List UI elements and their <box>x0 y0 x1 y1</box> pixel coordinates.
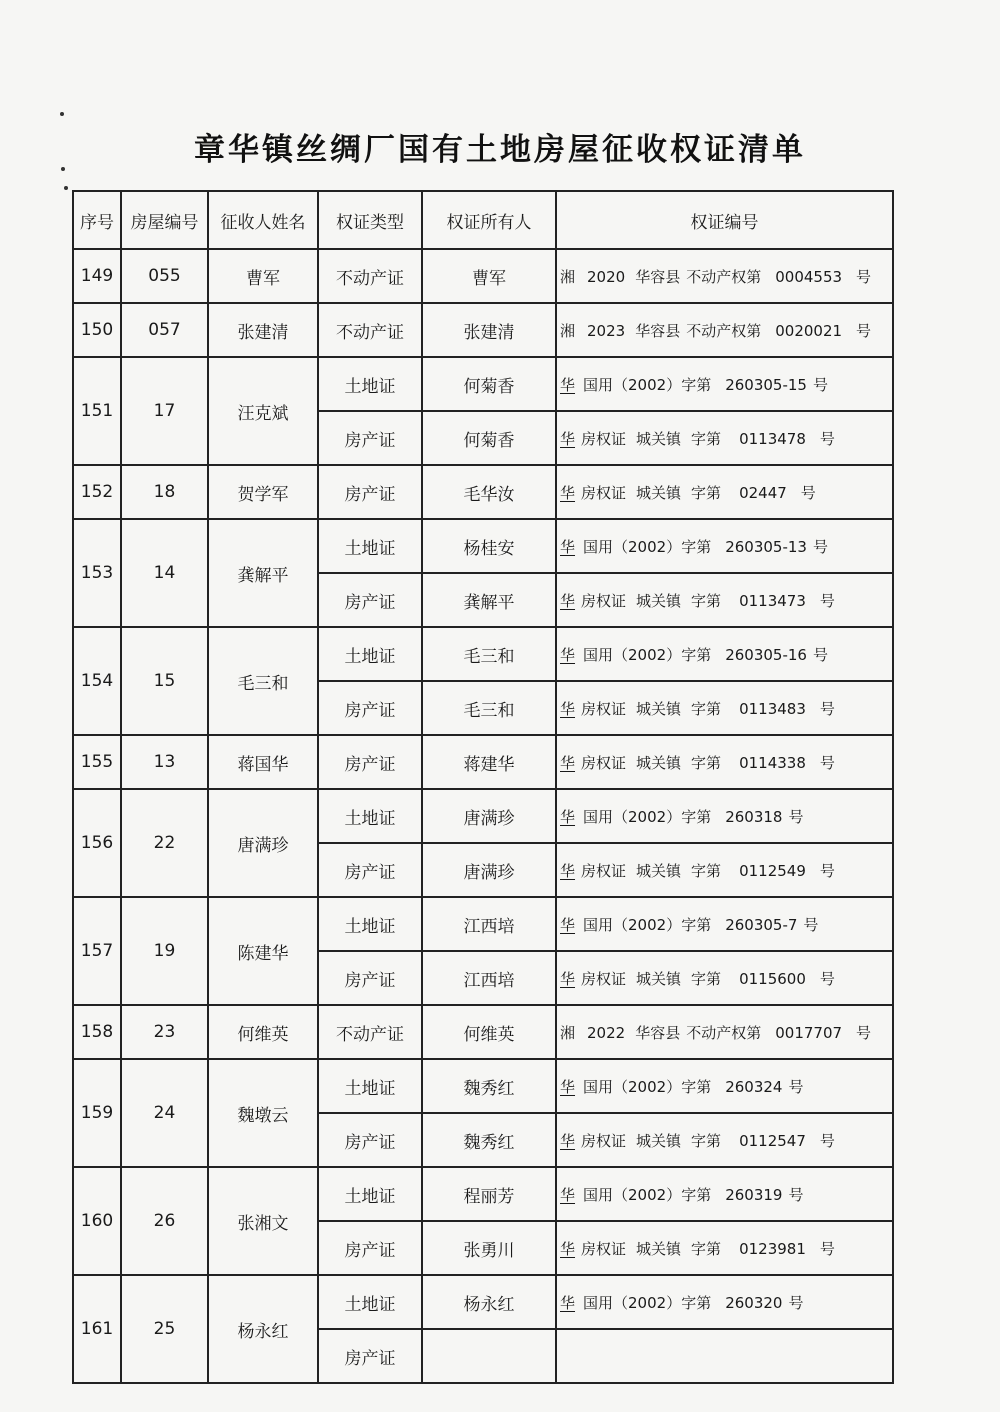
cell-cert-type: 房产证 <box>318 735 422 789</box>
cell-name: 蒋国华 <box>208 735 318 789</box>
cell-cert-no <box>556 951 893 1005</box>
cert-no-part: 0004553 <box>775 267 843 286</box>
cert-no-part: 号 <box>819 699 835 718</box>
cert-no-part: 字第 <box>691 699 722 718</box>
cell-house-no: 17 <box>121 357 208 465</box>
cell-house-no: 15 <box>121 627 208 735</box>
cert-no-part: 不动产权第 <box>686 1023 762 1042</box>
cert-no-part: 字第 <box>691 861 722 880</box>
cert-no-part: 0017707 <box>775 1023 843 1042</box>
cell-cert-type: 房产证 <box>318 951 422 1005</box>
cert-no-part: 城关镇 <box>636 1131 682 1150</box>
cell-cert-owner: 唐满珍 <box>422 789 556 843</box>
cert-no-part: 号 <box>819 969 835 988</box>
cert-no-part: 不动产权第 <box>686 321 762 340</box>
header-cert-no: 权证编号 <box>556 191 893 249</box>
cell-seq: 157 <box>73 897 121 1005</box>
cell-cert-no <box>556 897 893 951</box>
cert-no-part: 字第 <box>691 969 722 988</box>
cell-cert-no <box>556 1329 893 1383</box>
cell-cert-no <box>556 1113 893 1167</box>
cert-no-part: 华 <box>560 807 576 826</box>
cell-cert-type: 不动产证 <box>318 303 422 357</box>
cell-cert-type: 房产证 <box>318 573 422 627</box>
table-row <box>73 627 893 681</box>
cert-no-part: 房权证 <box>581 753 627 772</box>
cell-cert-owner: 江西培 <box>422 897 556 951</box>
cert-no-part: 号 <box>812 375 828 394</box>
table-body <box>73 249 893 1383</box>
cell-cert-no <box>556 465 893 519</box>
table-row <box>73 1005 893 1059</box>
cert-no-part: 湘 <box>560 321 576 340</box>
cert-no-part: 0114338 <box>739 753 806 772</box>
table-row <box>73 1059 893 1113</box>
cell-house-no: 26 <box>121 1167 208 1275</box>
page-title: 章华镇丝绸厂国有土地房屋征收权证清单 <box>194 132 806 168</box>
cell-name: 龚解平 <box>208 519 318 627</box>
cell-house-no: 057 <box>121 303 208 357</box>
table-row <box>73 519 893 573</box>
cert-no-part: 2023 <box>587 321 626 340</box>
cert-no-part: 华 <box>560 969 576 988</box>
cert-no-part: 华 <box>560 1077 576 1096</box>
cert-no-part: 号 <box>856 267 872 286</box>
cell-seq: 161 <box>73 1275 121 1383</box>
cert-no-part: 号 <box>819 429 835 448</box>
cert-no-part: 260320 <box>725 1293 783 1312</box>
cert-no-part: 0112547 <box>739 1131 806 1150</box>
cell-cert-type: 土地证 <box>318 1059 422 1113</box>
cell-cert-type: 不动产证 <box>318 1005 422 1059</box>
cell-name: 陈建华 <box>208 897 318 1005</box>
cell-house-no: 19 <box>121 897 208 1005</box>
table-row <box>73 897 893 951</box>
cert-no-part: 华 <box>560 429 576 448</box>
cell-cert-no <box>556 843 893 897</box>
cert-no-part: 号 <box>819 1239 835 1258</box>
cert-no-part: 字第 <box>691 429 722 448</box>
cell-seq: 153 <box>73 519 121 627</box>
cert-no-part: 国用（2002）字第 <box>583 1185 712 1204</box>
cert-no-part: 02447 <box>739 483 787 502</box>
cell-house-no: 23 <box>121 1005 208 1059</box>
cell-house-no: 22 <box>121 789 208 897</box>
cell-seq: 156 <box>73 789 121 897</box>
cell-seq: 150 <box>73 303 121 357</box>
cert-no-part: 0115600 <box>739 969 806 988</box>
header-seq: 序号 <box>73 191 121 249</box>
cert-no-part: 号 <box>819 753 835 772</box>
cell-cert-owner: 江西培 <box>422 951 556 1005</box>
cert-no-part: 房权证 <box>581 483 627 502</box>
cert-no-part: 华 <box>560 699 576 718</box>
cert-no-part: 华容县 <box>635 267 681 286</box>
header-cert-type: 权证类型 <box>318 191 422 249</box>
cell-cert-owner: 蒋建华 <box>422 735 556 789</box>
cert-no-part: 华 <box>560 645 576 664</box>
cert-no-part: 260319 <box>725 1185 783 1204</box>
cell-seq: 149 <box>73 249 121 303</box>
cell-cert-type: 房产证 <box>318 681 422 735</box>
cert-no-part: 字第 <box>691 591 722 610</box>
cell-house-no: 14 <box>121 519 208 627</box>
cell-seq: 155 <box>73 735 121 789</box>
cell-name: 毛三和 <box>208 627 318 735</box>
cert-no-part: 华 <box>560 483 576 502</box>
cert-no-part: 华 <box>560 753 576 772</box>
cell-name: 贺学军 <box>208 465 318 519</box>
cert-no-part: 0020021 <box>775 321 843 340</box>
cert-no-part: 字第 <box>691 1131 722 1150</box>
cell-cert-no <box>556 303 893 357</box>
cert-no-part: 国用（2002）字第 <box>583 645 712 664</box>
cert-no-part: 华 <box>560 591 576 610</box>
cert-no-part: 城关镇 <box>636 699 682 718</box>
cell-cert-no <box>556 735 893 789</box>
table-row <box>73 303 893 357</box>
cert-no-part: 房权证 <box>581 699 627 718</box>
cert-no-part: 号 <box>819 861 835 880</box>
table-row <box>73 735 893 789</box>
cell-cert-no <box>556 1275 893 1329</box>
cell-cert-owner: 魏秀红 <box>422 1059 556 1113</box>
cert-no-part: 字第 <box>691 753 722 772</box>
table-row <box>73 357 893 411</box>
cert-no-part: 0113473 <box>739 591 806 610</box>
cell-cert-no <box>556 1167 893 1221</box>
cell-cert-owner: 张建清 <box>422 303 556 357</box>
cert-no-part: 国用（2002）字第 <box>583 537 712 556</box>
cell-cert-owner: 魏秀红 <box>422 1113 556 1167</box>
header-row <box>73 191 893 249</box>
cert-no-part: 湘 <box>560 267 576 286</box>
cert-no-part: 华 <box>560 1131 576 1150</box>
cell-name: 张湘文 <box>208 1167 318 1275</box>
cell-cert-owner: 毛三和 <box>422 681 556 735</box>
cert-no-part: 湘 <box>560 1023 576 1042</box>
cert-no-part: 城关镇 <box>636 483 682 502</box>
cell-cert-no <box>556 573 893 627</box>
cert-no-part: 华容县 <box>635 1023 681 1042</box>
cell-cert-no <box>556 411 893 465</box>
cell-cert-owner: 杨永红 <box>422 1275 556 1329</box>
cert-no-part: 号 <box>856 1023 872 1042</box>
cert-no-part: 华 <box>560 375 576 394</box>
cell-cert-owner: 毛华汝 <box>422 465 556 519</box>
cert-no-part: 260305-7 <box>725 915 798 934</box>
cell-cert-no <box>556 1059 893 1113</box>
cell-cert-type: 房产证 <box>318 1329 422 1383</box>
cell-name: 唐满珍 <box>208 789 318 897</box>
cell-cert-owner <box>422 1329 556 1383</box>
cert-no-part: 0112549 <box>739 861 806 880</box>
cert-no-part: 260318 <box>725 807 783 826</box>
cell-cert-type: 土地证 <box>318 1275 422 1329</box>
cell-cert-owner: 何菊香 <box>422 357 556 411</box>
cell-seq: 158 <box>73 1005 121 1059</box>
cert-no-part: 房权证 <box>581 1239 627 1258</box>
cell-cert-type: 房产证 <box>318 1113 422 1167</box>
cert-no-part: 0123981 <box>739 1239 806 1258</box>
cert-no-part: 号 <box>812 645 828 664</box>
cell-cert-owner: 程丽芳 <box>422 1167 556 1221</box>
cert-no-part: 不动产权第 <box>686 267 762 286</box>
table-row <box>73 1275 893 1329</box>
cert-no-part: 260324 <box>725 1077 783 1096</box>
cell-cert-owner: 何菊香 <box>422 411 556 465</box>
cell-cert-no <box>556 789 893 843</box>
cert-no-part: 号 <box>788 807 804 826</box>
table-row <box>73 249 893 303</box>
cell-cert-no <box>556 1221 893 1275</box>
cell-cert-type: 土地证 <box>318 897 422 951</box>
cert-no-part: 房权证 <box>581 429 627 448</box>
cell-house-no: 13 <box>121 735 208 789</box>
table-row <box>73 789 893 843</box>
table-row <box>73 1167 893 1221</box>
cell-seq: 152 <box>73 465 121 519</box>
cert-no-part: 房权证 <box>581 1131 627 1150</box>
cert-no-part: 号 <box>788 1077 804 1096</box>
cert-no-part: 国用（2002）字第 <box>583 1293 712 1312</box>
cell-cert-no <box>556 681 893 735</box>
cert-no-part: 2020 <box>587 267 626 286</box>
cert-no-part: 国用（2002）字第 <box>583 915 712 934</box>
cert-no-part: 260305-15 <box>725 375 807 394</box>
cert-no-part: 华容县 <box>635 321 681 340</box>
cert-no-part: 字第 <box>691 1239 722 1258</box>
cell-cert-owner: 杨桂安 <box>422 519 556 573</box>
cell-cert-owner: 唐满珍 <box>422 843 556 897</box>
cert-no-part: 号 <box>812 537 828 556</box>
cert-no-part: 号 <box>856 321 872 340</box>
cell-name: 杨永红 <box>208 1275 318 1383</box>
cell-seq: 151 <box>73 357 121 465</box>
cert-no-part: 华 <box>560 537 576 556</box>
cell-seq: 160 <box>73 1167 121 1275</box>
cert-no-part: 号 <box>803 915 819 934</box>
certificate-table <box>72 190 894 1384</box>
cell-name: 何维英 <box>208 1005 318 1059</box>
cert-no-part: 房权证 <box>581 591 627 610</box>
cert-no-part: 号 <box>788 1293 804 1312</box>
cell-cert-type: 房产证 <box>318 1221 422 1275</box>
header-house-no: 房屋编号 <box>121 191 208 249</box>
cell-house-no: 25 <box>121 1275 208 1383</box>
cert-no-part: 华 <box>560 861 576 880</box>
certificate-table-wrapper <box>72 190 892 1369</box>
cert-no-part: 城关镇 <box>636 591 682 610</box>
cert-no-part: 华 <box>560 1239 576 1258</box>
scan-speck <box>64 186 68 190</box>
cert-no-part: 城关镇 <box>636 753 682 772</box>
cell-cert-type: 土地证 <box>318 1167 422 1221</box>
cert-no-part: 0113483 <box>739 699 806 718</box>
table-row <box>73 465 893 519</box>
cert-no-part: 0113478 <box>739 429 806 448</box>
cell-name: 曹军 <box>208 249 318 303</box>
scan-speck <box>61 167 65 171</box>
cell-cert-type: 不动产证 <box>318 249 422 303</box>
cell-seq: 154 <box>73 627 121 735</box>
cert-no-part: 城关镇 <box>636 429 682 448</box>
cert-no-part: 号 <box>788 1185 804 1204</box>
cert-no-part: 国用（2002）字第 <box>583 375 712 394</box>
cell-cert-no <box>556 519 893 573</box>
cell-seq: 159 <box>73 1059 121 1167</box>
cert-no-part: 城关镇 <box>636 1239 682 1258</box>
cell-cert-no <box>556 1005 893 1059</box>
cert-no-part: 华 <box>560 1185 576 1204</box>
cert-no-part: 号 <box>819 591 835 610</box>
cert-no-part: 号 <box>800 483 816 502</box>
cell-cert-owner: 龚解平 <box>422 573 556 627</box>
cell-cert-owner: 何维英 <box>422 1005 556 1059</box>
cert-no-part: 国用（2002）字第 <box>583 1077 712 1096</box>
cell-cert-type: 房产证 <box>318 465 422 519</box>
cell-name: 魏墩云 <box>208 1059 318 1167</box>
cert-no-part: 国用（2002）字第 <box>583 807 712 826</box>
cell-name: 汪克斌 <box>208 357 318 465</box>
cell-cert-no <box>556 357 893 411</box>
cell-cert-type: 土地证 <box>318 789 422 843</box>
header-cert-owner: 权证所有人 <box>422 191 556 249</box>
cert-no-part: 字第 <box>691 483 722 502</box>
cell-cert-type: 房产证 <box>318 411 422 465</box>
cell-house-no: 18 <box>121 465 208 519</box>
cert-no-part: 华 <box>560 915 576 934</box>
cell-cert-owner: 毛三和 <box>422 627 556 681</box>
cert-no-part: 房权证 <box>581 969 627 988</box>
cert-no-part: 号 <box>819 1131 835 1150</box>
cert-no-part: 2022 <box>587 1023 626 1042</box>
cert-no-part: 华 <box>560 1293 576 1312</box>
cell-name: 张建清 <box>208 303 318 357</box>
cell-house-no: 055 <box>121 249 208 303</box>
cell-cert-type: 土地证 <box>318 519 422 573</box>
header-name: 征收人姓名 <box>208 191 318 249</box>
cert-no-part: 房权证 <box>581 861 627 880</box>
cell-cert-no <box>556 249 893 303</box>
cell-cert-type: 土地证 <box>318 357 422 411</box>
scan-speck <box>60 112 64 116</box>
cell-cert-owner: 张勇川 <box>422 1221 556 1275</box>
cell-house-no: 24 <box>121 1059 208 1167</box>
cell-cert-no <box>556 627 893 681</box>
cert-no-part: 城关镇 <box>636 969 682 988</box>
cert-no-part: 城关镇 <box>636 861 682 880</box>
cert-no-part: 260305-16 <box>725 645 807 664</box>
cell-cert-type: 房产证 <box>318 843 422 897</box>
cell-cert-owner: 曹军 <box>422 249 556 303</box>
cert-no-part: 260305-13 <box>725 537 807 556</box>
cell-cert-type: 土地证 <box>318 627 422 681</box>
